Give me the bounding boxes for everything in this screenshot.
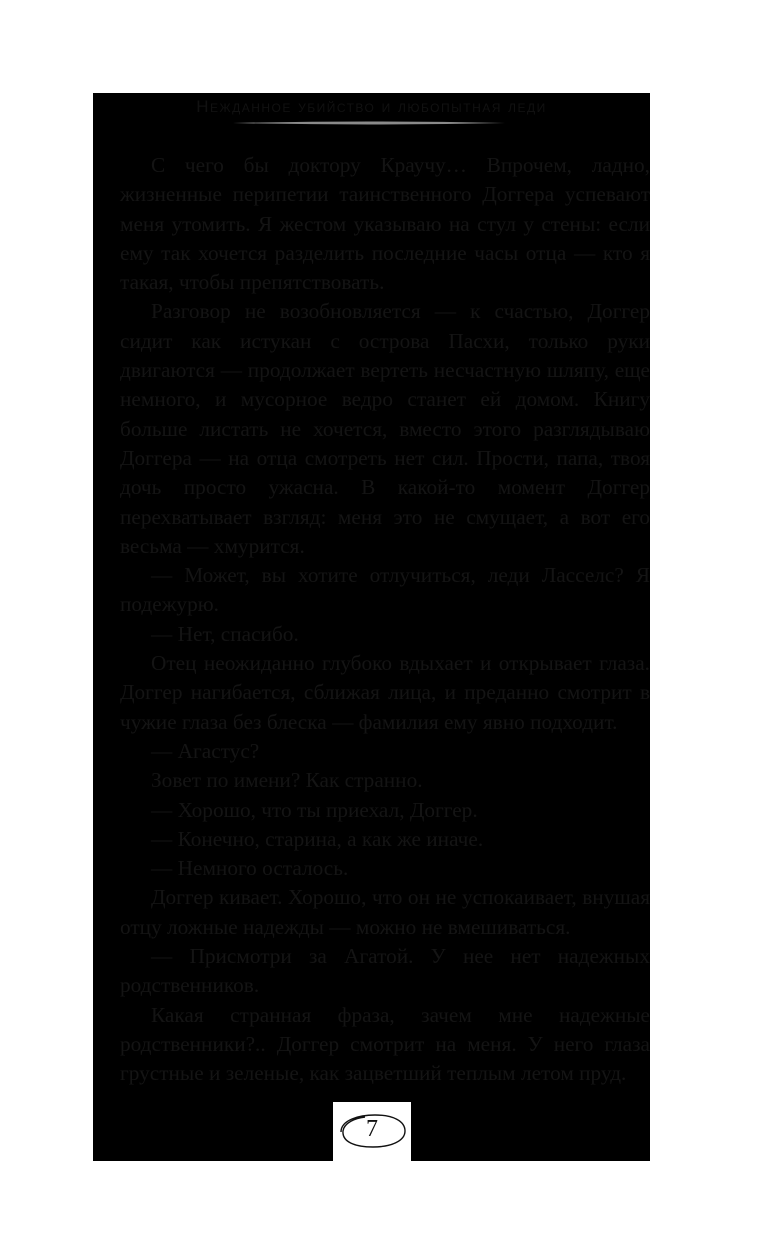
body-text	[120, 151, 650, 1089]
paragraph: — Нет, спасибо.	[151, 621, 299, 646]
paragraph: Зовет по имени? Как странно.	[151, 768, 423, 793]
paragraph: С чего бы доктору Краучу… Впрочем, ладно, жизненные перипетии таинственного Доггера успевают меня утомить. Я жестом указываю на стул у стены: если ему так хочется разделить последние часы отца — кто я такая, чтобы препятствовать.	[120, 153, 650, 295]
paragraph: — Хорошо, что ты приехал, Доггер.	[151, 797, 478, 822]
running-header: Нежданное убийство и любопытная леди	[196, 97, 547, 116]
page-number-box	[333, 1102, 411, 1161]
paragraph: Разговор не возобновляется — к счастью, Доггер сидит как истукан с острова Пасхи, только руки двигаются — продолжает вертеть несчастную шляпу, еще немного, и мусорное ведро станет ей домом. Книгу больше листать не хочется, вместо этого разглядываю Доггера — на отца смотреть нет сил. Прости, папа, твоя дочь просто ужасна. В какой-то момент Доггер перехватывает взгляд: меня это не смущает, а вот его весьма — хмурится.	[120, 299, 650, 558]
paragraph: — Конечно, старина, а как же иначе.	[151, 826, 484, 851]
paragraph: Какая странная фраза, зачем мне надежные родственники?.. Доггер смотрит на меня. У него глаза грустные и зеленые, как зацветший теплым летом пруд.	[120, 1002, 650, 1086]
paragraph: Отец неожиданно глубоко вдыхает и открывает глаза. Доггер нагибается, сближая лица, и преданно смотрит в чужие глаза без блеска — фамилия ему явно подходит.	[120, 651, 650, 734]
header-underline	[233, 120, 505, 126]
page-dark-block	[93, 93, 650, 1161]
paragraph: — Агастус?	[151, 738, 260, 763]
paragraph: — Может, вы хотите отлучиться, леди Ласселс? Я подежурю.	[120, 563, 650, 617]
paragraph: Доггер кивает. Хорошо, что он не успокаивает, внушая отцу ложные надежды — можно не вмешиваться.	[120, 885, 650, 939]
paragraph: — Немного осталось.	[151, 856, 349, 881]
paragraph: — Присмотри за Агатой. У нее нет надежных родственников.	[120, 944, 650, 998]
page-number: 7	[366, 1116, 378, 1142]
